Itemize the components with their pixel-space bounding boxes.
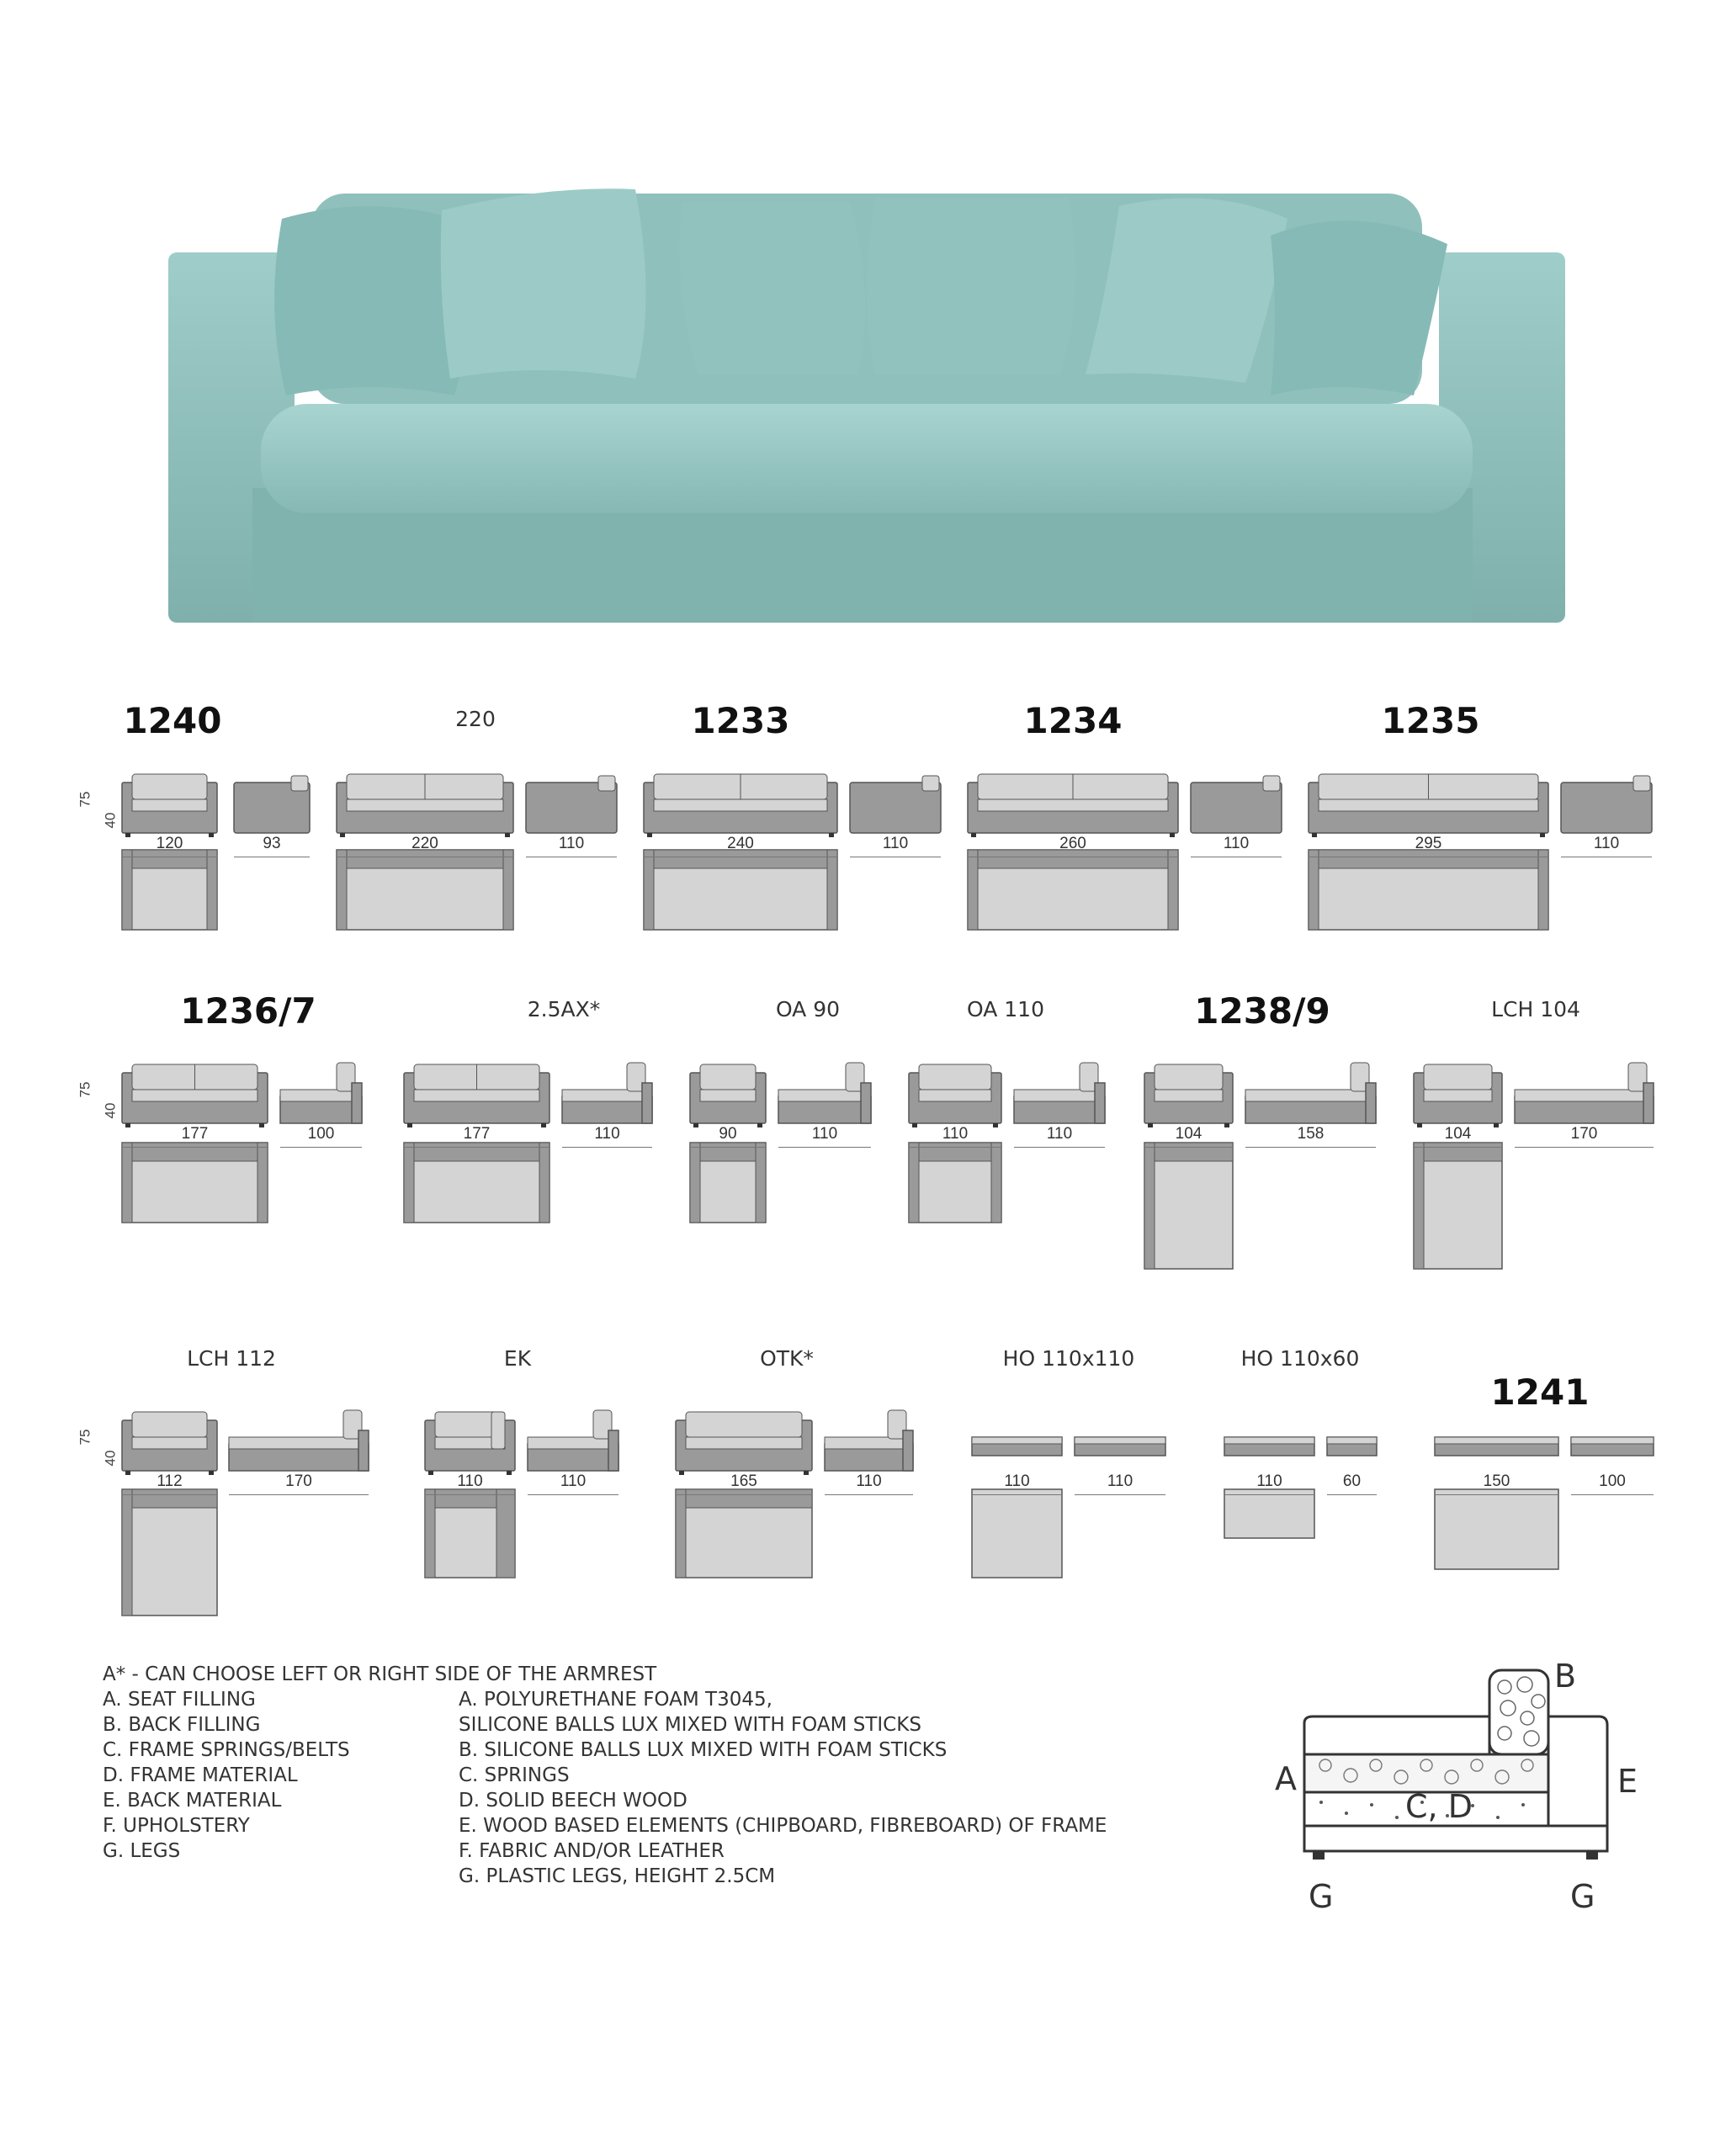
- plan-back: [496, 1489, 515, 1578]
- dimension-line: [1571, 1494, 1654, 1495]
- cross-section-label-cd: C, D: [1405, 1788, 1473, 1825]
- back-cushion: [132, 1412, 207, 1437]
- module-code: HO 110x110: [1002, 1346, 1135, 1371]
- module-code: 1240: [123, 700, 222, 741]
- ottoman-cushion: [972, 1437, 1062, 1444]
- width-label: 170: [285, 1472, 312, 1490]
- dimension-line: [972, 1494, 1062, 1495]
- width-label: 120: [156, 835, 183, 852]
- module-code: 1234: [1023, 700, 1123, 741]
- chaise-arm: [903, 1430, 913, 1471]
- module-code: 1235: [1381, 700, 1480, 741]
- ottoman-cushion: [1075, 1437, 1165, 1444]
- legend-material-list: [459, 1687, 1107, 1889]
- plan-view: [1224, 1489, 1314, 1538]
- width-label: 110: [1004, 1472, 1030, 1490]
- legend-material: G. PLASTIC LEGS, HEIGHT 2.5CM: [459, 1865, 776, 1887]
- seat-cushion: [132, 1437, 207, 1449]
- module-code: OA 110: [966, 997, 1045, 1021]
- width-label: 295: [1415, 835, 1442, 852]
- width-label: 110: [856, 1472, 882, 1490]
- module-code: 1236/7: [180, 990, 316, 1032]
- height-label: 75: [77, 1081, 93, 1098]
- width-label: 110: [1593, 835, 1620, 852]
- module-code: 1241: [1490, 1371, 1590, 1413]
- width-label: 110: [811, 1125, 838, 1143]
- module-code: LCH 104: [1491, 997, 1580, 1021]
- plan-arm: [122, 1489, 132, 1616]
- ottoman-cushion: [1224, 1437, 1314, 1444]
- leg: [804, 1471, 809, 1475]
- ottoman-cushion: [1435, 1437, 1558, 1444]
- plan-back: [676, 1489, 812, 1508]
- cross-section-label-e: E: [1617, 1763, 1638, 1800]
- legend-item: G. LEGS: [103, 1840, 181, 1862]
- height-label: 75: [77, 1429, 93, 1446]
- legend-material: SILICONE BALLS LUX MIXED WITH FOAM STICKS: [459, 1714, 921, 1736]
- width-label: 100: [307, 1125, 335, 1143]
- width-label: 90: [719, 1125, 737, 1143]
- module-code: 2.5AX*: [527, 997, 601, 1021]
- legend-material: A. POLYURETHANE FOAM T3045,: [459, 1689, 772, 1711]
- legend-note: A* - CAN CHOOSE LEFT OR RIGHT SIDE OF THE ARMREST: [103, 1663, 657, 1685]
- plan-view: [972, 1489, 1062, 1578]
- width-label: 110: [1256, 1472, 1282, 1490]
- leg: [507, 1471, 512, 1475]
- chaise-arm: [608, 1430, 618, 1471]
- dimension-line: [676, 1494, 812, 1495]
- leg: [679, 1471, 684, 1475]
- height-label: 40: [102, 812, 119, 829]
- ottoman-cushion: [1327, 1437, 1377, 1444]
- legend-material: B. SILICONE BALLS LUX MIXED WITH FOAM STICKS: [459, 1739, 948, 1761]
- module-code: 220: [455, 707, 496, 731]
- height-label: 40: [102, 1102, 119, 1119]
- dimension-line: [1327, 1494, 1377, 1495]
- width-label: 260: [1059, 835, 1086, 852]
- seat-cushion: [686, 1437, 802, 1449]
- width-label: 220: [411, 835, 438, 852]
- legend-item: C. FRAME SPRINGS/BELTS: [103, 1739, 350, 1761]
- module-code: 1238/9: [1194, 990, 1330, 1032]
- cross-section-label-a: A: [1275, 1760, 1297, 1797]
- dimension-line: [825, 1494, 913, 1495]
- ottoman-cushion: [1571, 1437, 1654, 1444]
- width-label: 104: [1175, 1125, 1202, 1143]
- legend-item: E. BACK MATERIAL: [103, 1790, 282, 1812]
- module-code: HO 110x60: [1240, 1346, 1360, 1371]
- dimension-line: [528, 1494, 618, 1495]
- width-label: 110: [560, 1472, 587, 1490]
- dimension-line: [1075, 1494, 1165, 1495]
- width-label: 110: [942, 1125, 969, 1143]
- width-label: 110: [1223, 835, 1250, 852]
- cross-section-label-g: G: [1309, 1878, 1334, 1915]
- width-label: 165: [730, 1472, 757, 1490]
- width-label: 110: [1107, 1472, 1133, 1490]
- leg: [209, 1471, 214, 1475]
- leg: [125, 1471, 130, 1475]
- plan-view: [1435, 1489, 1558, 1569]
- width-label: 177: [181, 1125, 209, 1143]
- legend-material: E. WOOD BASED ELEMENTS (CHIPBOARD, FIBREBOARD) OF FRAME: [459, 1815, 1107, 1837]
- legend-item: D. FRAME MATERIAL: [103, 1764, 298, 1786]
- height-label: 75: [77, 791, 93, 808]
- width-label: 104: [1444, 1125, 1472, 1143]
- height-label: 40: [102, 1450, 119, 1467]
- width-label: 110: [558, 835, 585, 852]
- module-code: EK: [503, 1346, 532, 1371]
- legend-item: F. UPHOLSTERY: [103, 1815, 250, 1837]
- width-label: 177: [463, 1125, 491, 1143]
- chaise-arm: [358, 1430, 369, 1471]
- module-code: 1233: [691, 700, 790, 741]
- width-label: 100: [1599, 1472, 1626, 1490]
- width-label: 158: [1297, 1125, 1325, 1143]
- width-label: 93: [263, 835, 281, 852]
- width-label: 150: [1483, 1472, 1510, 1490]
- plan-arm: [425, 1489, 435, 1578]
- chaise-seat: [229, 1437, 358, 1449]
- dimension-line: [425, 1494, 515, 1495]
- cross-section-label-b: B: [1554, 1658, 1577, 1695]
- width-label: 60: [1342, 1472, 1362, 1490]
- back-cushion: [686, 1412, 802, 1437]
- module-code: OTK*: [760, 1346, 814, 1371]
- legend-item: A. SEAT FILLING: [103, 1689, 256, 1711]
- width-label: 112: [157, 1472, 183, 1490]
- dimension-line: [1435, 1494, 1558, 1495]
- dimension-line: [1224, 1494, 1314, 1495]
- module-code: LCH 112: [187, 1346, 276, 1371]
- dimension-line: [229, 1494, 369, 1495]
- module-code: OA 90: [775, 997, 841, 1021]
- legend-material: F. FABRIC AND/OR LEATHER: [459, 1840, 725, 1862]
- legend-material: C. SPRINGS: [459, 1764, 570, 1786]
- width-label: 110: [882, 835, 909, 852]
- width-label: 110: [594, 1125, 620, 1143]
- width-label: 110: [1046, 1125, 1073, 1143]
- plan-arm: [676, 1489, 686, 1578]
- cross-section-label-g: G: [1570, 1878, 1595, 1915]
- legend-component-list: [103, 1687, 350, 1864]
- corner-back: [491, 1412, 505, 1449]
- dimension-line: [122, 1494, 217, 1495]
- width-label: 240: [727, 835, 754, 852]
- width-label: 170: [1570, 1125, 1598, 1143]
- leg: [428, 1471, 433, 1475]
- plan-back: [122, 1489, 217, 1508]
- legend-item: B. BACK FILLING: [103, 1714, 261, 1736]
- legend-material: D. SOLID BEECH WOOD: [459, 1790, 687, 1812]
- width-label: 110: [457, 1472, 483, 1490]
